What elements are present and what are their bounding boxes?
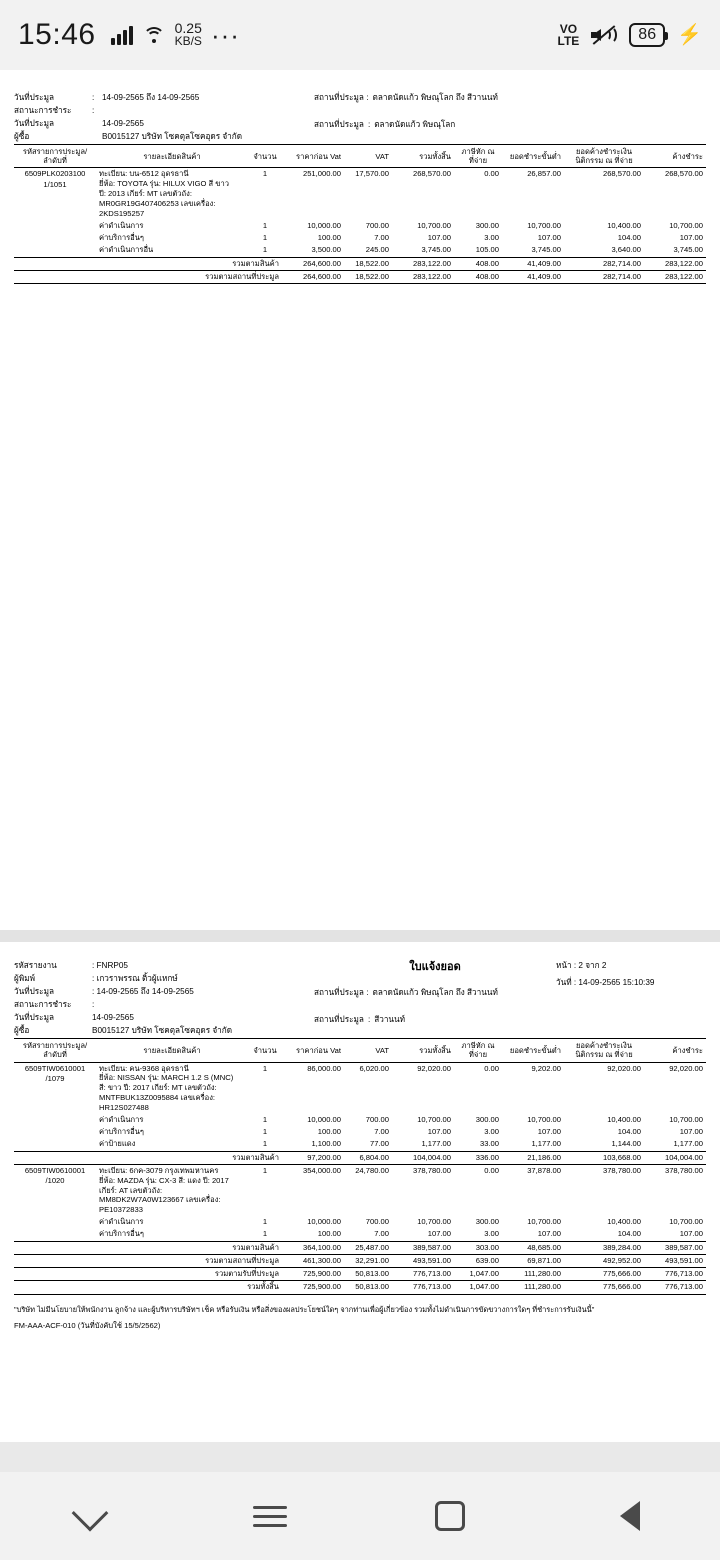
row-code: 6509TIW0610001 /1079 xyxy=(24,1063,86,1083)
row-description: ทะเบียน: 6กค-3079 กรุงเทพมหานคร ยี่ห้อ: MAZDA รุ่น: CX-3 สี: แดง ปี: 2017 เกียร์: AT เลขตัวถัง: MM8DK2W7A0W123667 เลขเครื่อง: PE10372833 xyxy=(99,1165,229,1215)
p2-date-range-label: วันที่ประมูล xyxy=(14,987,54,997)
p1-location2-value: ตลาดนัดแก้ว พิษณุโลก xyxy=(374,120,456,130)
p2-buyer-label: ผู้ซื้อ xyxy=(14,1026,30,1036)
col-total: รวมทั้งสิ้น xyxy=(392,1039,454,1062)
page2-items-body xyxy=(14,1062,706,1294)
charging-icon: ⚡ xyxy=(677,24,702,46)
p2-report-code-value: : FNRP05 xyxy=(92,961,128,970)
p2-print-datetime: วันที่ : 14-09-2565 15:10:39 xyxy=(556,978,655,988)
table-row: 6509PLK0203100 1/1051 ทะเบียน: บน-6512 อุดรธานี ยี่ห้อ: TOYOTA รุ่น: HILUX VIGO สี ขาว ปี: 2013 เกียร์: MT เลขตัวถัง: MR0GR19G407406253 เลขเครื่อง: 2KDS195257 1 251,000.00 17,570.00 268,570.00 0.00 26,857.00 268,570.00 268,570.00 xyxy=(14,168,706,220)
document-page-1 xyxy=(0,70,720,930)
form-code: FM-AAA-ACF-010 (วันที่บังคับใช้ 15/5/2562) xyxy=(14,1320,161,1330)
row-description: ค่าบริการอื่นๆ xyxy=(99,1229,145,1239)
row-code xyxy=(14,220,96,232)
p1-date-range-value: 14-09-2565 ถึง 14-09-2565 xyxy=(102,93,200,102)
status-bar-right xyxy=(558,23,702,47)
col-desc: รายละเอียดสินค้า xyxy=(96,145,248,168)
col-due: ค้างชำระ xyxy=(644,145,706,168)
col-price: ราคาก่อน Vat xyxy=(282,1039,344,1062)
home-icon[interactable] xyxy=(422,1488,478,1544)
p2-buyer-value: B0015127 บริษัท โซคตุลโซคอุดร จำกัด xyxy=(92,1026,233,1036)
row-description: ค่าดำเนินการอื่น xyxy=(99,245,154,255)
col-qty: จำนวน xyxy=(248,1039,282,1062)
row-code: 6509PLK0203100 1/1051 xyxy=(24,169,86,189)
table-row: ค่าป้ายแดง 1 1,100.00 77.00 1,177.00 33.00 1,177.00 1,144.00 1,177.00 xyxy=(14,1138,706,1151)
document-scroll-area[interactable] xyxy=(0,70,720,1442)
col-vat: VAT xyxy=(344,145,392,168)
table-row: ค่าดำเนินการ 1 10,000.00 700.00 10,700.00 300.00 10,700.00 10,400.00 10,700.00 xyxy=(14,1114,706,1126)
p2-doc-date-label: วันที่ประมูล xyxy=(14,1013,54,1023)
back-icon[interactable] xyxy=(602,1488,658,1544)
mute-icon xyxy=(591,23,617,47)
p1-location-value: ตลาดนัดแก้ว พิษณุโลก ถึง สีวานนท์ xyxy=(372,93,498,102)
p2-date-range-value: : 14-09-2565 ถึง 14-09-2565 xyxy=(92,987,194,997)
status-bar xyxy=(0,0,720,70)
col-price: ราคาก่อน Vat xyxy=(282,145,344,168)
p2-doc-date-value: 14-09-2565 xyxy=(92,1013,134,1023)
p2-location-value: ตลาดนัดแก้ว พิษณุโลก ถึง สีวานนท์ xyxy=(372,987,498,997)
row-description: ค่าบริการอื่นๆ xyxy=(99,233,145,243)
row-code xyxy=(14,1138,96,1151)
p2-printed-by-value: : เกวราพรรณ ติ้วผู้แหกษ์ xyxy=(92,974,178,984)
col-due: ค้างชำระ xyxy=(644,1039,706,1062)
p1-location2-label: สถานที่ประมูล xyxy=(314,120,364,130)
total-label: รวมตามสถานที่ประมูล xyxy=(14,1254,282,1267)
table-row: ค่าดำเนินการอื่น 1 3,500.00 245.00 3,745.00 105.00 3,745.00 3,640.00 3,745.00 xyxy=(14,244,706,257)
page2-items-table xyxy=(14,1038,706,1294)
table-row: 6509TIW0610001 /1020 ทะเบียน: 6กค-3079 กรุงเทพมหานคร ยี่ห้อ: MAZDA รุ่น: CX-3 สี: แดง ปี: 2017 เกียร์: AT เลขตัวถัง: MM8DK2W7A0W123667 เลขเครื่อง: PE10372833 1 354,000.00 24,780.00 378,780.00 0.00 37,878.00 378,780.00 378,780.00 xyxy=(14,1164,706,1216)
row-description: ค่าดำเนินการ xyxy=(99,1114,144,1124)
col-qty: จำนวน xyxy=(248,145,282,168)
total-label: รวมทั้งสิ้น xyxy=(14,1281,282,1294)
col-vat: VAT xyxy=(344,1039,392,1062)
row-description: ค่าป้ายแดง xyxy=(99,1139,136,1149)
p1-location-label: สถานที่ประมูล : xyxy=(314,93,369,102)
navigation-bar xyxy=(0,1472,720,1560)
total-row: รวมทั้งสิ้น 725,900.00 50,813.00 776,713.00 1,047.00 111,280.00 775,666.00 776,713.00 xyxy=(14,1281,706,1294)
table-row: ค่าดำเนินการ 1 10,000.00 700.00 10,700.00 300.00 10,700.00 10,400.00 10,700.00 xyxy=(14,1216,706,1228)
chevron-down-icon[interactable] xyxy=(62,1488,118,1544)
p2-status-value: : xyxy=(92,1000,95,1010)
p2-page-number: หน้า : 2 จาก 2 xyxy=(556,961,607,970)
col-paid-first: ยอดชำระขั้นต่ำ xyxy=(502,145,564,168)
wifi-icon xyxy=(142,25,166,45)
row-code xyxy=(14,1126,96,1138)
row-code xyxy=(14,244,96,257)
row-description: ค่าบริการอื่นๆ xyxy=(99,1127,145,1137)
p2-location2-label: สถานที่ประมูล xyxy=(314,1014,364,1024)
p2-location-label: สถานที่ประมูล : xyxy=(314,987,369,997)
table-row: ค่าดำเนินการ 1 10,000.00 700.00 10,700.00 300.00 10,700.00 10,400.00 10,700.00 xyxy=(14,220,706,232)
col-desc: รายละเอียดสินค้า xyxy=(96,1039,248,1062)
total-label: รวมตามสินค้า xyxy=(14,1151,282,1164)
signal-strength-icon xyxy=(111,25,133,45)
data-rate-unit: KB/S xyxy=(174,34,202,48)
page2-header: รหัสรายงาน : FNRP05 ผู้พิมพ์ : เกวราพรรณ ติ้วผู้แหกษ์ วันที่ประมูล : 14-09-2565 ถึง 14-09-2565 สถานะการชำระ : วันที่ประมูล 14-09-2565 ผู้ซื้อ B0015127 บริษัท โซคตุลโซคอุดร จำกัด ใบแจ้งยอด สถานที่ประมูล : ตลาดนัดแก้ว พิษณุโลก ถึง สีวานนท์ สถานที่ประมูล : สีวานนท์ หน้า : 2 จาก 2 วันที่ : 14-09-2565 15:10:39 xyxy=(14,960,706,1038)
p1-doc-date-label: วันที่ประมูล xyxy=(14,119,54,129)
data-rate-value: 0.25 xyxy=(174,20,202,36)
row-description: ค่าดำเนินการ xyxy=(99,1217,144,1227)
row-code xyxy=(14,232,96,244)
total-label: รวมตามสถานที่ประมูล xyxy=(14,270,282,283)
total-row: รวมตามสถานที่ประมูล 461,300.00 32,291.00 493,591.00 639.00 69,871.00 492,952.00 493,591.00 xyxy=(14,1254,706,1267)
table-header-row xyxy=(14,145,706,168)
total-row: รวมตามสินค้า 97,200.00 6,804.00 104,004.00 336.00 21,186.00 103,668.00 104,004.00 xyxy=(14,1151,706,1164)
p2-status-label: สถานะการชำระ xyxy=(14,1000,72,1010)
table-row: ค่าบริการอื่นๆ 1 100.00 7.00 107.00 3.00 107.00 104.00 107.00 xyxy=(14,232,706,244)
volte-icon: VO LTE xyxy=(557,22,580,48)
table-row: ค่าบริการอื่นๆ 1 100.00 7.00 107.00 3.00 107.00 104.00 107.00 xyxy=(14,1228,706,1241)
row-code: 6509TIW0610001 /1020 xyxy=(24,1165,86,1186)
recents-icon[interactable] xyxy=(242,1488,298,1544)
total-label: รวมตามสินค้า xyxy=(14,1241,282,1254)
table-row: ค่าบริการอื่นๆ 1 100.00 7.00 107.00 3.00 107.00 104.00 107.00 xyxy=(14,1126,706,1138)
p1-buyer-value: B0015127 บริษัท โซคตุลโซคอุดร จำกัด xyxy=(102,132,243,142)
p2-printed-by-label: ผู้พิมพ์ xyxy=(14,974,35,984)
table-header-row xyxy=(14,1039,706,1062)
total-label: รวมตามรับที่ประมูล xyxy=(14,1268,282,1281)
p1-buyer-label: ผู้ซื้อ xyxy=(14,132,30,142)
row-description: ค่าดำเนินการ xyxy=(99,220,144,230)
status-bar-left xyxy=(18,18,558,52)
overflow-icon: ··· xyxy=(210,20,240,50)
page-separator xyxy=(0,930,720,942)
col-code: รหัสรายการประมูล/ ลำดับที่ xyxy=(14,1039,96,1062)
clock: 15:46 xyxy=(18,18,96,51)
row-description: ทะเบียน: คน-9368 อุดรธานี ยี่ห้อ: NISSAN รุ่น: MARCH 1.2 S (MNC) สี: ขาว ปี: 2017 เกียร์: MT เลขตัวถัง: MNTFBUK13Z0095884 เลขเครื่อง: HR12S027488 xyxy=(99,1063,234,1113)
page1-items-body xyxy=(14,168,706,284)
table-row: 6509TIW0610001 /1079 ทะเบียน: คน-9368 อุดรธานี ยี่ห้อ: NISSAN รุ่น: MARCH 1.2 S (MNC) สี: ขาว ปี: 2017 เกียร์: MT เลขตัวถัง: MNTFBUK13Z0095884 เลขเครื่อง: HR12S027488 1 86,000.00 6,020.00 92,020.00 0.00 9,202.00 92,020.00 92,020.00 xyxy=(14,1062,706,1114)
row-code xyxy=(14,1216,96,1228)
col-code xyxy=(14,145,96,168)
battery-indicator: 86 xyxy=(629,23,665,47)
row-code xyxy=(14,1228,96,1241)
document-page-2 xyxy=(0,942,720,1442)
col-total: รวมทั้งสิ้น xyxy=(392,145,454,168)
disclaimer-text: "บริษัท ไม่มีนโยบายให้พนักงาน ลูกจ้าง และผู้บริหารบริษัทฯ เช็ค หรือรับเงิน หรือสิ่งของผลประโยชน์ใดๆ จากท่านเพื่อผู้เกี่ยวข้อง รวมทั้งไม่ดำเนินการขัดขวางการใดๆ ที่ชำระการรับเงินนี้" xyxy=(14,1304,595,1314)
p2-location2-value: สีวานนท์ xyxy=(374,1014,406,1024)
col-code-l1: รหัสรายการประมูล/ xyxy=(22,147,88,157)
p2-report-code-label: รหัสรายงาน xyxy=(14,961,57,970)
col-outstanding: ยอดค้างชำระเงิน นิติกรรม ณ ที่จ่าย xyxy=(564,145,644,168)
total-row: รวมตามสินค้า 264,600.00 18,522.00 283,122.00 408.00 41,409.00 282,714.00 283,122.00 xyxy=(14,257,706,270)
document-title: ใบแจ้งยอด xyxy=(409,961,461,973)
p1-date-range-label: วันที่ประมูล xyxy=(14,93,54,102)
total-label: รวมตามสินค้า xyxy=(14,257,282,270)
col-tax: ภาษีหัก ณ ที่จ่าย xyxy=(454,145,502,168)
col-paid-first: ยอดชำระขั้นต่ำ xyxy=(502,1039,564,1062)
page1-items-table xyxy=(14,144,706,284)
p1-doc-date-value: 14-09-2565 xyxy=(102,119,144,129)
p1-status-label: สถานะการชำระ xyxy=(14,106,72,116)
total-row: รวมตามรับที่ประมูล 725,900.00 50,813.00 776,713.00 1,047.00 111,280.00 775,666.00 776,713.00 xyxy=(14,1268,706,1281)
total-row: รวมตามสถานที่ประมูล 264,600.00 18,522.00 283,122.00 408.00 41,409.00 282,714.00 283,122.00 xyxy=(14,270,706,283)
col-tax: ภาษีหัก ณ ที่จ่าย xyxy=(454,1039,502,1062)
total-row: รวมตามสินค้า 364,100.00 25,487.00 389,587.00 303.00 48,685.00 389,284.00 389,587.00 xyxy=(14,1241,706,1254)
col-outstanding: ยอดค้างชำระเงิน นิติกรรม ณ ที่จ่าย xyxy=(564,1039,644,1062)
col-code-l2: ลำดับที่ xyxy=(43,156,67,166)
row-code xyxy=(14,1114,96,1126)
row-description: ทะเบียน: บน-6512 อุดรธานี ยี่ห้อ: TOYOTA รุ่น: HILUX VIGO สี ขาว ปี: 2013 เกียร์: MT เลขตัวถัง: MR0GR19G407406253 เลขเครื่อง: 2KDS195257 xyxy=(99,169,229,218)
data-rate-indicator xyxy=(175,22,202,48)
page1-header: วันที่ประมูล : 14-09-2565 ถึง 14-09-2565 สถานะการชำระ : วันที่ประมูล 14-09-2565 ผู้ซื้อ B0015127 บริษัท โซคตุลโซคอุดร จำกัด สถานที่ประมูล : ตลาดนัดแก้ว พิษณุโลก ถึง สีวานนท์ สถานที่ประมูล : ตลาดนัดแก้ว พิษณุโลก xyxy=(14,93,498,142)
